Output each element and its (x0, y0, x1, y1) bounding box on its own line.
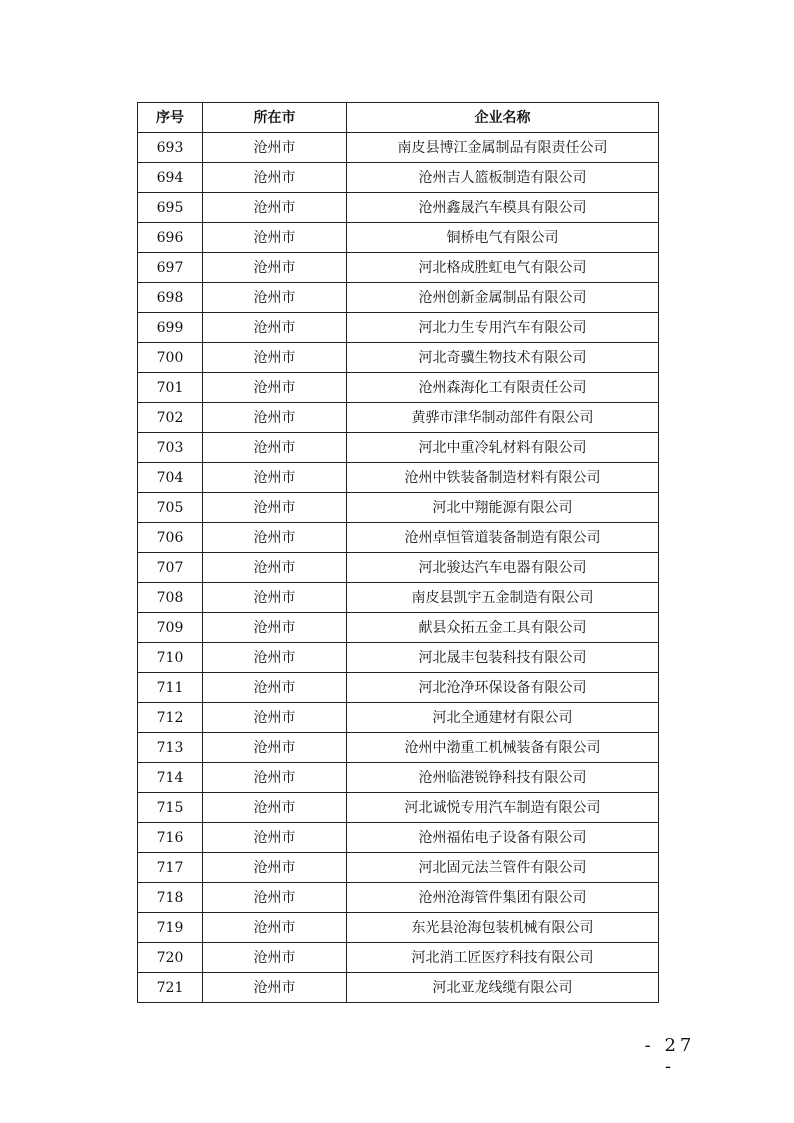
serial-number-cell: 721 (138, 973, 203, 1003)
company-name-cell: 河北诚悦专用汽车制造有限公司 (347, 793, 659, 823)
city-cell: 沧州市 (203, 613, 347, 643)
city-cell: 沧州市 (203, 133, 347, 163)
company-name-cell: 河北力生专用汽车有限公司 (347, 313, 659, 343)
city-cell: 沧州市 (203, 643, 347, 673)
table-row (138, 283, 659, 313)
city-cell: 沧州市 (203, 763, 347, 793)
company-name-cell: 河北沧净环保设备有限公司 (347, 673, 659, 703)
city-cell: 沧州市 (203, 883, 347, 913)
city-cell: 沧州市 (203, 223, 347, 253)
table-row (138, 193, 659, 223)
company-name-cell: 沧州创新金属制品有限公司 (347, 283, 659, 313)
table-row (138, 343, 659, 373)
company-name-cell: 铜桥电气有限公司 (347, 223, 659, 253)
company-name-cell: 东光县沧海包装机械有限公司 (347, 913, 659, 943)
serial-number-cell: 709 (138, 613, 203, 643)
company-name-cell: 沧州福佑电子设备有限公司 (347, 823, 659, 853)
column-header-city: 所在市 (203, 103, 347, 133)
company-name-cell: 河北中翔能源有限公司 (347, 493, 659, 523)
city-cell: 沧州市 (203, 523, 347, 553)
city-cell: 沧州市 (203, 343, 347, 373)
column-header-serial-number: 序号 (138, 103, 203, 133)
table-row (138, 313, 659, 343)
serial-number-cell: 718 (138, 883, 203, 913)
serial-number-cell: 698 (138, 283, 203, 313)
serial-number-cell: 708 (138, 583, 203, 613)
serial-number-cell: 714 (138, 763, 203, 793)
serial-number-cell: 707 (138, 553, 203, 583)
table-row (138, 553, 659, 583)
company-name-cell: 河北亚龙线缆有限公司 (347, 973, 659, 1003)
header-row (138, 103, 659, 133)
serial-number-cell: 700 (138, 343, 203, 373)
table-row (138, 853, 659, 883)
serial-number-cell: 719 (138, 913, 203, 943)
city-cell: 沧州市 (203, 553, 347, 583)
serial-number-cell: 699 (138, 313, 203, 343)
table-row (138, 463, 659, 493)
city-cell: 沧州市 (203, 283, 347, 313)
company-name-cell: 沧州森海化工有限责任公司 (347, 373, 659, 403)
company-name-cell: 沧州吉人篮板制造有限公司 (347, 163, 659, 193)
company-name-cell: 河北奇骥生物技术有限公司 (347, 343, 659, 373)
company-name-cell: 沧州卓恒管道装备制造有限公司 (347, 523, 659, 553)
city-cell: 沧州市 (203, 583, 347, 613)
city-cell: 沧州市 (203, 913, 347, 943)
company-name-cell: 沧州沧海管件集团有限公司 (347, 883, 659, 913)
page-number: - 27 - (644, 1035, 696, 1077)
table-row (138, 943, 659, 973)
company-name-cell: 河北中重冷轧材料有限公司 (347, 433, 659, 463)
company-name-cell: 河北固元法兰管件有限公司 (347, 853, 659, 883)
city-cell: 沧州市 (203, 193, 347, 223)
serial-number-cell: 716 (138, 823, 203, 853)
company-name-cell: 沧州临港锐铮科技有限公司 (347, 763, 659, 793)
company-name-cell: 河北骏达汽车电器有限公司 (347, 553, 659, 583)
company-name-cell: 河北消工匠医疗科技有限公司 (347, 943, 659, 973)
city-cell: 沧州市 (203, 433, 347, 463)
serial-number-cell: 695 (138, 193, 203, 223)
city-cell: 沧州市 (203, 733, 347, 763)
table-row (138, 643, 659, 673)
city-cell: 沧州市 (203, 853, 347, 883)
company-name-cell: 献县众拓五金工具有限公司 (347, 613, 659, 643)
table-body (138, 133, 659, 1003)
serial-number-cell: 696 (138, 223, 203, 253)
serial-number-cell: 702 (138, 403, 203, 433)
city-cell: 沧州市 (203, 703, 347, 733)
city-cell: 沧州市 (203, 793, 347, 823)
table-header (138, 103, 659, 133)
company-name-cell: 河北格成胜虹电气有限公司 (347, 253, 659, 283)
serial-number-cell: 720 (138, 943, 203, 973)
table-row (138, 613, 659, 643)
serial-number-cell: 715 (138, 793, 203, 823)
serial-number-cell: 693 (138, 133, 203, 163)
table-row (138, 733, 659, 763)
table-row (138, 433, 659, 463)
company-name-cell: 南皮县博江金属制品有限责任公司 (347, 133, 659, 163)
table-row (138, 973, 659, 1003)
serial-number-cell: 694 (138, 163, 203, 193)
company-name-cell: 沧州鑫晟汽车模具有限公司 (347, 193, 659, 223)
serial-number-cell: 712 (138, 703, 203, 733)
city-cell: 沧州市 (203, 163, 347, 193)
table-row (138, 763, 659, 793)
table-row (138, 883, 659, 913)
table-row (138, 373, 659, 403)
company-name-cell: 沧州中渤重工机械装备有限公司 (347, 733, 659, 763)
table-row (138, 163, 659, 193)
serial-number-cell: 713 (138, 733, 203, 763)
serial-number-cell: 717 (138, 853, 203, 883)
table-row (138, 133, 659, 163)
serial-number-cell: 703 (138, 433, 203, 463)
table-row (138, 523, 659, 553)
table-row (138, 703, 659, 733)
city-cell: 沧州市 (203, 673, 347, 703)
city-cell: 沧州市 (203, 373, 347, 403)
enterprise-list-table (137, 102, 659, 1003)
serial-number-cell: 697 (138, 253, 203, 283)
company-name-cell: 河北晟丰包装科技有限公司 (347, 643, 659, 673)
city-cell: 沧州市 (203, 403, 347, 433)
serial-number-cell: 706 (138, 523, 203, 553)
table-row (138, 583, 659, 613)
serial-number-cell: 710 (138, 643, 203, 673)
serial-number-cell: 711 (138, 673, 203, 703)
company-name-cell: 黄骅市津华制动部件有限公司 (347, 403, 659, 433)
column-header-company-name: 企业名称 (347, 103, 659, 133)
city-cell: 沧州市 (203, 973, 347, 1003)
serial-number-cell: 704 (138, 463, 203, 493)
table-row (138, 253, 659, 283)
table-row (138, 403, 659, 433)
city-cell: 沧州市 (203, 253, 347, 283)
serial-number-cell: 701 (138, 373, 203, 403)
city-cell: 沧州市 (203, 493, 347, 523)
city-cell: 沧州市 (203, 823, 347, 853)
table-row (138, 793, 659, 823)
serial-number-cell: 705 (138, 493, 203, 523)
city-cell: 沧州市 (203, 313, 347, 343)
table-row (138, 223, 659, 253)
company-name-cell: 河北全通建材有限公司 (347, 703, 659, 733)
table-row (138, 673, 659, 703)
table-row (138, 493, 659, 523)
company-name-cell: 南皮县凯宇五金制造有限公司 (347, 583, 659, 613)
city-cell: 沧州市 (203, 463, 347, 493)
company-name-cell: 沧州中铁装备制造材料有限公司 (347, 463, 659, 493)
table-row (138, 913, 659, 943)
table-row (138, 823, 659, 853)
city-cell: 沧州市 (203, 943, 347, 973)
